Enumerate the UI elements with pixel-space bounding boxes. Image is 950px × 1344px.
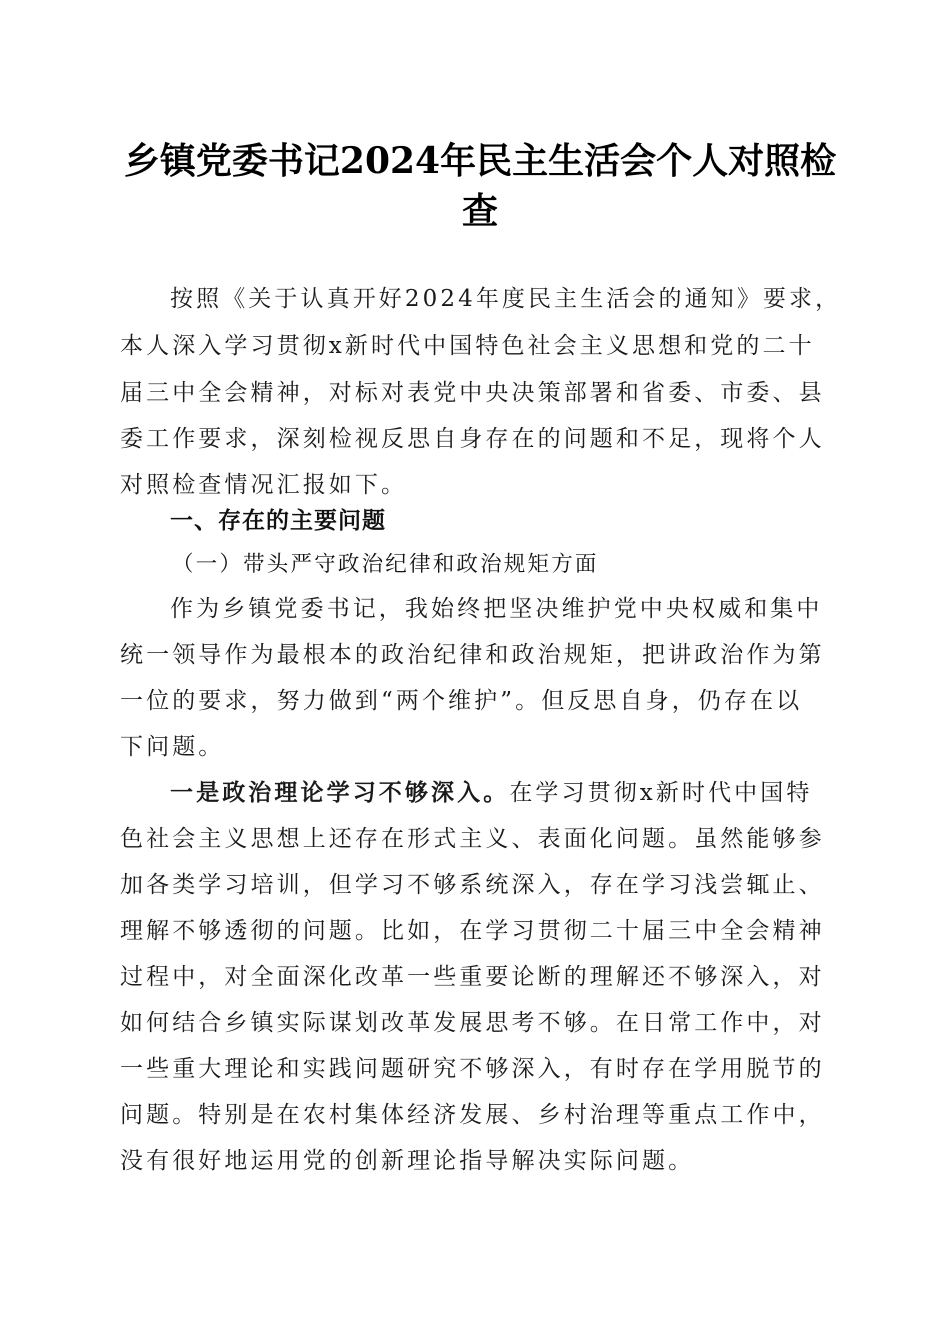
intro-line: 本人深入学习贯彻x新时代中国特色社会主义思想和党的二十 — [120, 333, 815, 359]
paragraph-line: 作为乡镇党委书记，我始终把坚决维护党中央权威和集中 — [170, 596, 823, 622]
paragraph-lead: 一是政治理论学习不够深入。 — [170, 779, 510, 806]
title-line-2: 查 — [461, 190, 498, 232]
section-heading: 一、存在的主要问题 — [170, 508, 386, 534]
paragraph-line — [170, 778, 825, 808]
intro-line: 委工作要求，深刻检视反思自身存在的问题和不足，现将个人 — [120, 426, 825, 452]
intro-line: 对照检查情况汇报如下。 — [120, 472, 408, 498]
paragraph-line: 加各类学习培训，但学习不够系统深入，存在学习浅尝辄止、 — [120, 872, 825, 898]
paragraph-line: 理解不够透彻的问题。比如，在学习贯彻二十届三中全会精神 — [120, 918, 825, 944]
paragraph-line: 一位的要求，努力做到“两个维护”。但反思自身，仍存在以 — [120, 688, 803, 714]
paragraph-line: 问题。特别是在农村集体经济发展、乡村治理等重点工作中， — [120, 1102, 825, 1128]
paragraph-line: 如何结合乡镇实际谋划改革发展思考不够。在日常工作中，对 — [120, 1010, 825, 1036]
document-title — [120, 138, 840, 234]
paragraph-line: 没有很好地运用党的创新理论指导解决实际问题。 — [120, 1148, 695, 1174]
intro-line: 届三中全会精神，对标对表党中央决策部署和省委、市委、县 — [120, 380, 825, 406]
paragraph-line: 下问题。 — [120, 734, 225, 760]
paragraph-line: 色社会主义思想上还存在形式主义、表面化问题。虽然能够参 — [120, 826, 825, 852]
subsection-heading: （一）带头严守政治纪律和政治规矩方面 — [172, 552, 599, 577]
paragraph-line: 过程中，对全面深化改革一些重要论断的理解还不够深入，对 — [120, 964, 825, 990]
title-line-1: 乡镇党委书记2024年民主生活会个人对照检 — [123, 140, 837, 182]
paragraph-text: 在学习贯彻x新时代中国特 — [509, 780, 813, 806]
paragraph-line: 统一领导作为最根本的政治纪律和政治规矩，把讲政治作为第 — [120, 642, 825, 668]
paragraph-line: 一些重大理论和实践问题研究不够深入，有时存在学用脱节的 — [120, 1056, 825, 1082]
intro-line: 按照《关于认真开好2024年度民主生活会的通知》要求， — [170, 286, 842, 312]
